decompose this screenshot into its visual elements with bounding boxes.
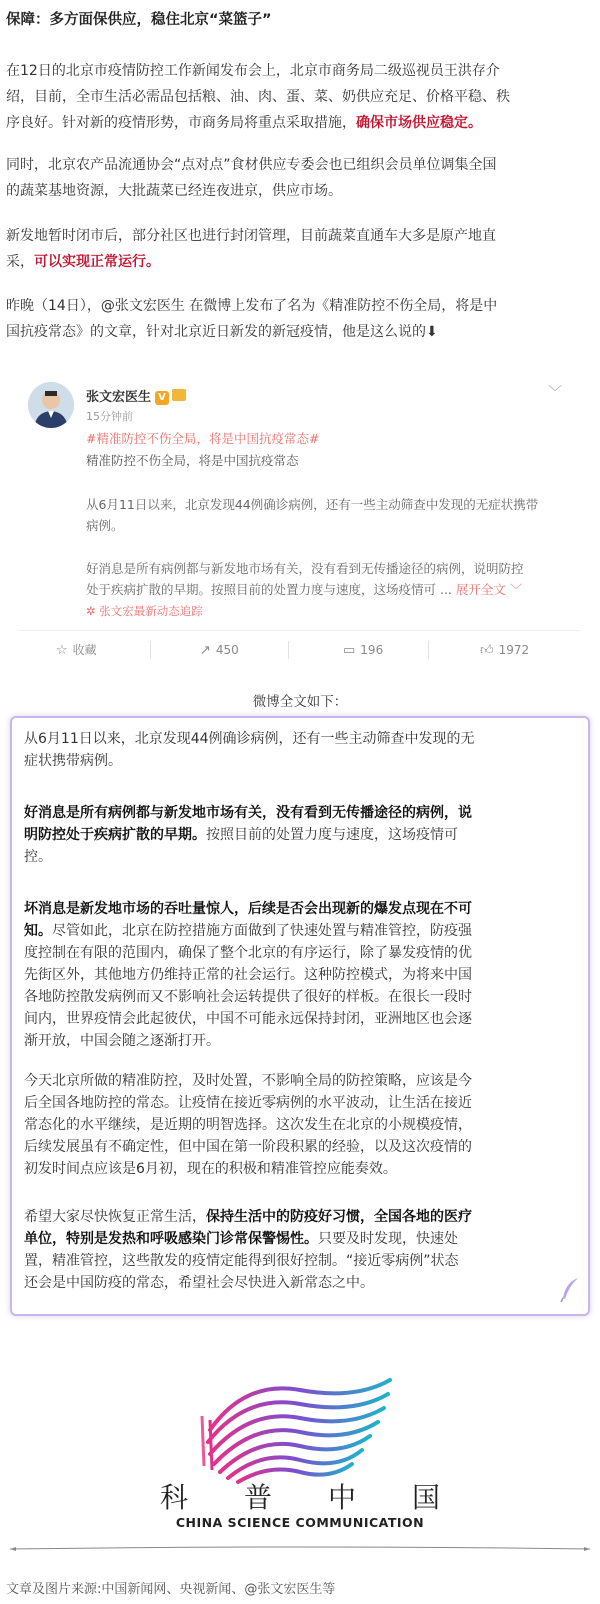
fulltext-line: 先街区外，其他地方仍维持正常的社会运行。这种防控模式，为将来中国 (24, 967, 472, 983)
weibo-post-card (18, 368, 580, 680)
paragraph-text: 序良好。针对新的疫情形势，市商务局将重点采取措施， (6, 115, 356, 131)
bold-text: 坏消息是新发地市场的吞吐量惊人，后续是否会出现新的爆发点现在不可 (24, 901, 472, 917)
repost-count: 450 (215, 643, 239, 657)
paragraph-line (6, 249, 594, 275)
separator-line (10, 1544, 590, 1554)
expand-full-text-link[interactable]: 展开全文 ﹀ (455, 582, 523, 597)
fulltext-line (24, 1206, 578, 1228)
paragraph-line: 昨晚（14日），@张文宏医生 在微博上发布了名为《精准防控不伤全局，将是中 (6, 298, 498, 314)
dynamic-tracking-link[interactable]: ✲ 张文宏最新动态追踪 (86, 604, 203, 618)
chevron-down-icon[interactable]: ﹀ (548, 385, 562, 401)
fulltext-line: 后全国各地防控的常态。让疫情在接近零病例的水平波动，让生活在接近 (24, 1095, 472, 1111)
avatar[interactable] (28, 382, 74, 428)
fulltext-line (24, 898, 578, 920)
share-icon: ↗ (200, 643, 211, 658)
fulltext-line: 常态化的水平继续，是近期的明智选择。这次发生在北京的小规模疫情， (24, 1117, 472, 1133)
bold-text: 单位，特别是发热和呼吸感染门诊常保警惕性。 (24, 1231, 318, 1247)
comment-count: 196 (360, 643, 384, 657)
highlight-text: 确保市场供应稳定。 (356, 115, 482, 131)
fulltext-line: 控。 (24, 849, 52, 865)
bold-text: 好消息是所有病例都与新发地市场有关，没有看到无传播途径的病例，说 (24, 805, 472, 821)
paragraph-text: 采， (6, 254, 34, 270)
post-line: 好消息是所有病例都与新发地市场有关，没有看到无传播途径的病例，说明防控 (86, 561, 524, 576)
logo-char: 中 (327, 1481, 356, 1514)
fulltext-text: 只要及时发现，快速处 (318, 1231, 458, 1247)
fulltext-line: 间内，世界疫情会此起彼伏，中国不可能永远保持封闭，亚洲地区也会逐 (24, 1011, 472, 1027)
fulltext-line: 从6月11日以来，北京发现44例确诊病例，还有一些主动筛查中发现的无 (24, 731, 475, 747)
weibo-author[interactable] (86, 386, 186, 405)
paragraph-line: 新发地暂时闭市后，部分社区也进行封闭管理，目前蔬菜直通车大多是原产地直 (6, 228, 496, 244)
bold-text: 保持生活中的防疫好习惯，全国各地的医疗 (206, 1209, 472, 1225)
logo-chinese-text (160, 1476, 440, 1516)
favorite-label: 收藏 (72, 643, 97, 657)
feather-pen-icon (558, 1276, 582, 1304)
paragraph-supply (6, 58, 594, 136)
fulltext-line (24, 802, 578, 824)
caption: 微博全文如下： (252, 694, 348, 710)
like-button[interactable] (480, 631, 529, 669)
post-time: 15分钟前 (86, 410, 133, 423)
post-line: 病例。 (86, 518, 124, 533)
logo-char: 普 (243, 1481, 272, 1514)
paragraph-intro (6, 293, 594, 345)
paragraph-line: 的蔬菜基地资源，大批蔬菜已经连夜进京，供应市场。 (6, 183, 342, 199)
thumbs-up-icon: 👍︎ (480, 643, 494, 658)
full-text-box (10, 716, 590, 1316)
comment-button[interactable] (343, 631, 383, 669)
star-icon: ☆ (56, 643, 68, 658)
post-text-2 (86, 558, 560, 600)
bold-text: 知。 (24, 923, 52, 939)
comment-icon: ▭ (343, 643, 356, 658)
divider (428, 641, 429, 659)
source-credit: 文章及图片来源:中国新闻网、央视新闻、@张文宏医生等 (6, 1582, 336, 1597)
favorite-button[interactable] (56, 631, 97, 669)
paragraph-line: 同时，北京农产品流通协会“点对点”食材供应专委会也已组织会员单位调集全国 (6, 157, 497, 173)
author-name[interactable]: 张文宏医生 (86, 390, 152, 405)
divider (288, 641, 289, 659)
like-count: 1972 (498, 643, 530, 657)
fulltext-text: 尽管如此，北京在防控措施方面做到了快速处置与精准管控，防疫强 (52, 923, 472, 939)
fulltext-line: 今天北京所做的精准防控，及时处置，不影响全局的防控策略，应该是今 (24, 1073, 472, 1089)
paragraph-line: 绍，目前，全市生活必需品包括粮、油、肉、蛋、菜、奶供应充足、价格平稳、秩 (6, 89, 510, 105)
fulltext-line: 度控制在有限的范围内，确保了整个北京的有序运行，除了暴发疫情的优 (24, 945, 472, 961)
section-headline: 保障：多方面保供应，稳住北京“菜篮子” (6, 12, 272, 28)
paragraph-market (6, 223, 594, 275)
fulltext-paragraph-1 (24, 728, 578, 772)
repost-button[interactable] (200, 631, 239, 669)
hashtag-link[interactable]: #精准防控不伤全局，将是中国抗疫常态# (86, 431, 320, 446)
fulltext-line: 初发时间点应该是6月初，现在的积极和精准管控应能奏效。 (24, 1161, 397, 1177)
fulltext-paragraph-5 (24, 1206, 578, 1294)
logo-english-text: CHINA SCIENCE COMMUNICATION (175, 1515, 425, 1530)
fulltext-paragraph-4 (24, 1070, 578, 1180)
logo-char: 国 (411, 1481, 440, 1514)
fulltext-text: 希望大家尽快恢复正常生活， (24, 1209, 206, 1225)
paragraph-line: 国抗疫常态》的文章，针对北京近日新发的新冠疫情，他是这么说的⬇ (6, 324, 438, 340)
dynamic-tracking-label[interactable]: 张文宏最新动态追踪 (99, 604, 203, 618)
bold-text: 明防控处于疾病扩散的早期。 (24, 827, 206, 843)
fulltext-line: 渐开放，中国会随之逐渐打开。 (24, 1033, 220, 1049)
crown-icon (172, 389, 186, 401)
fulltext-line: 症状携带病例。 (24, 753, 122, 769)
post-text: 处于疾病扩散的早期。按照目前的处置力度与速度，这场疫情可 ... (86, 582, 452, 597)
fulltext-line: 置，精准管控，这些散发的疫情定能得到很好控制。“接近零病例”状态 (24, 1253, 459, 1269)
fulltext-line: 后续发展虽有不确定性，但中国在第一阶段积累的经验，以及这次疫情的 (24, 1139, 472, 1155)
paragraph-association (6, 152, 594, 204)
fulltext-line (24, 920, 578, 942)
fulltext-paragraph-2 (24, 802, 578, 868)
highlight-text: 可以实现正常运行。 (34, 254, 160, 270)
fulltext-line (24, 824, 578, 846)
post-action-bar (18, 630, 580, 668)
paragraph-line (6, 110, 594, 136)
fulltext-line: 各地防控散发病例而又不影响社会运转提供了很好的样板。在很长一段时 (24, 989, 472, 1005)
paragraph-line: 在12日的北京市疫情防控工作新闻发布会上，北京市商务局二级巡视员王洪存介 (6, 63, 500, 79)
verified-badge-icon: V (155, 391, 169, 405)
fulltext-paragraph-3 (24, 898, 578, 1052)
fulltext-text: 按照目前的处置力度与速度，这场疫情可 (206, 827, 458, 843)
post-line (86, 579, 560, 600)
divider (150, 641, 151, 659)
fulltext-line (24, 1228, 578, 1250)
logo-char: 科 (160, 1481, 189, 1514)
post-text-1 (86, 494, 560, 536)
post-line: 从6月11日以来，北京发现44例确诊病例，还有一些主动筛查中发现的无症状携带 (86, 497, 539, 512)
fulltext-line: 还会是中国防疫的常态，希望社会尽快进入新常态之中。 (24, 1275, 374, 1291)
post-title: 精准防控不伤全局，将是中国抗疫常态 (86, 453, 299, 468)
